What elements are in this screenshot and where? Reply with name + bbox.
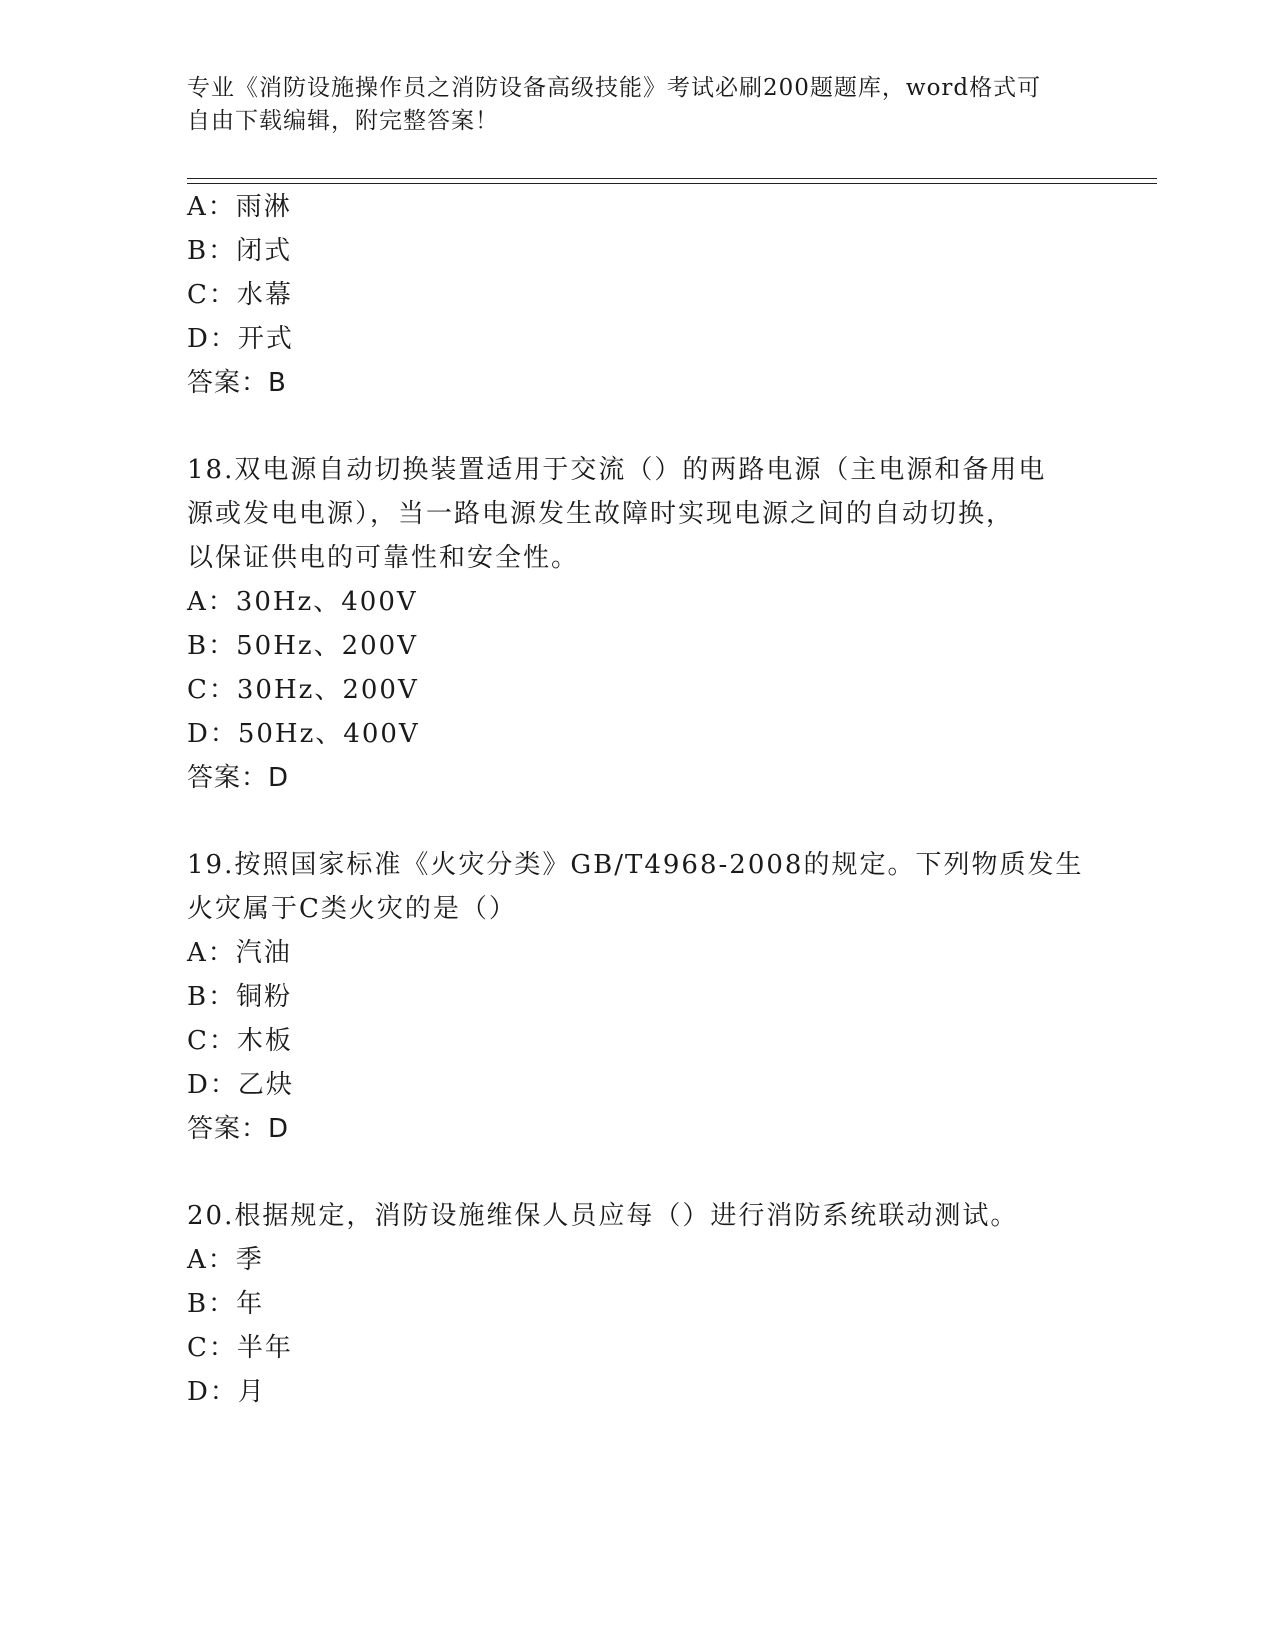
q18-option-a: A：30Hz、400V <box>187 587 418 617</box>
header-line-1: 专业《消防设施操作员之消防设备高级技能》考试必刷200题题库，word格式可 <box>187 75 1042 101</box>
q17-option-a: A：雨淋 <box>187 192 292 222</box>
q17-answer: 答案：B <box>187 368 287 398</box>
q19-option-d: D：乙炔 <box>187 1070 294 1100</box>
q20-option-b: B：年 <box>187 1289 265 1319</box>
q18-stem-line-2: 源或发电电源），当一路电源发生故障时实现电源之间的自动切换， <box>187 499 1015 529</box>
q19-option-a: A：汽油 <box>187 938 292 968</box>
q17-option-b: B：闭式 <box>187 236 293 266</box>
q17-option-d: D：开式 <box>187 324 294 354</box>
header-line-2: 自由下载编辑，附完整答案！ <box>187 108 499 134</box>
q18-option-d: D：50Hz、400V <box>187 719 420 749</box>
q20-option-d: D：月 <box>187 1377 266 1407</box>
q20-option-c: C：半年 <box>187 1333 293 1363</box>
q18-option-b: B：50Hz、200V <box>187 631 418 661</box>
q18-stem-line-3: 以保证供电的可靠性和安全性。 <box>187 543 580 573</box>
q19-option-b: B：铜粉 <box>187 982 293 1012</box>
q19-option-c: C：木板 <box>187 1026 293 1056</box>
q18-answer: 答案：D <box>187 763 290 793</box>
q20-option-a: A：季 <box>187 1245 264 1275</box>
q20-stem-line-1: 20.根据规定，消防设施维保人员应每（）进行消防系统联动测试。 <box>187 1201 1019 1231</box>
header-divider-top <box>187 178 1157 179</box>
header-divider-bottom <box>187 183 1157 184</box>
document-header <box>187 72 1067 138</box>
q19-answer: 答案：D <box>187 1114 290 1144</box>
q18-option-c: C：30Hz、200V <box>187 675 419 705</box>
q17-option-c: C：水幕 <box>187 280 293 310</box>
q19-stem-line-2: 火灾属于C类火灾的是（） <box>187 894 517 924</box>
q19-stem-line-1: 19.按照国家标准《火灾分类》GB/T4968-2008的规定。下列物质发生 <box>187 850 1084 880</box>
q18-stem-line-1: 18.双电源自动切换装置适用于交流（）的两路电源（主电源和备用电 <box>187 455 1047 485</box>
